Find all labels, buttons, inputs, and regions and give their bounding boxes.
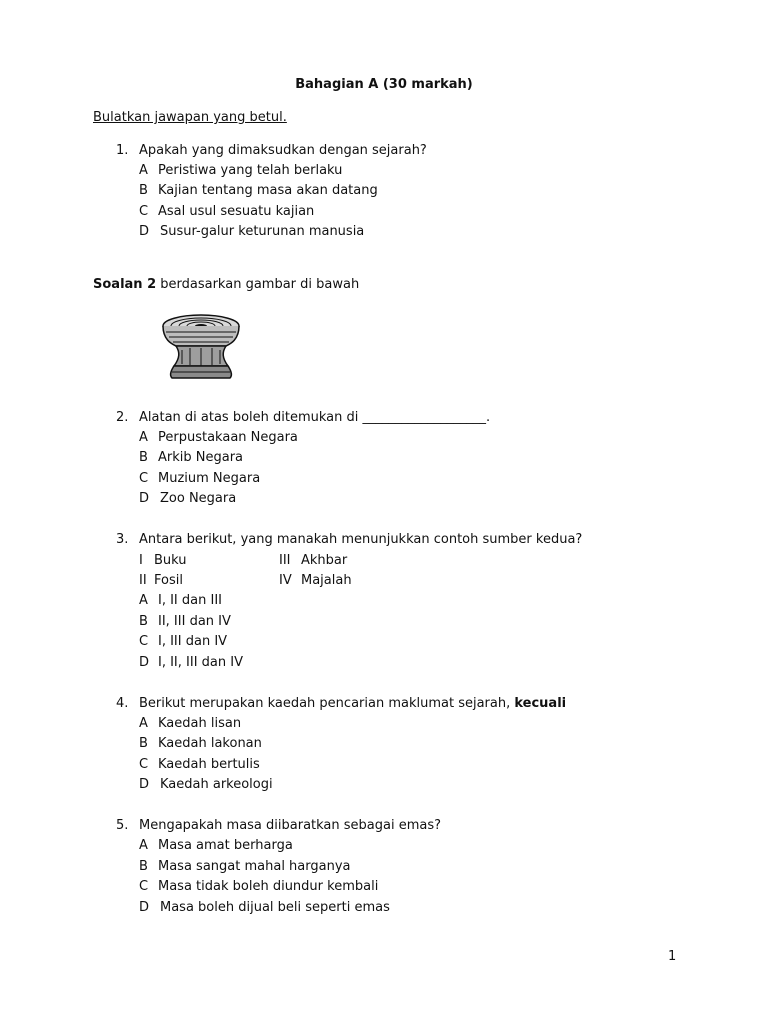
option-text[interactable]: Perpustakaan Negara [158, 430, 298, 445]
option-letter[interactable]: C [139, 204, 149, 219]
option-text[interactable]: Masa boleh dijual beli seperti emas [160, 900, 390, 915]
option-letter[interactable]: A [139, 838, 148, 853]
question-number: 4. [116, 696, 129, 711]
question-text: Mengapakah masa diibaratkan sebagai emas? [139, 818, 442, 833]
option-text[interactable]: Kajian tentang masa akan datang [158, 183, 378, 198]
option-text[interactable]: Kaedah arkeologi [160, 777, 273, 792]
option-text[interactable]: I, II, III dan IV [158, 655, 243, 670]
option-letter[interactable]: D [139, 655, 150, 670]
option-text[interactable]: Masa tidak boleh diundur kembali [158, 879, 379, 894]
option-text[interactable]: Asal usul sesuatu kajian [158, 204, 315, 219]
option-text[interactable]: Susur-galur keturunan manusia [160, 224, 365, 239]
item-text: Buku [154, 553, 187, 568]
option-letter[interactable]: A [139, 716, 148, 731]
page-number: 1 [668, 949, 677, 964]
option-text[interactable]: I, II dan III [158, 593, 222, 608]
question-number: 3. [116, 532, 129, 547]
question-number: 1. [116, 143, 129, 158]
question-number: 5. [116, 818, 129, 833]
option-letter[interactable]: B [139, 450, 148, 465]
question-text: Berikut merupakan kaedah pencarian maklumat sejarah, [139, 696, 515, 711]
option-letter[interactable]: A [139, 430, 148, 445]
option-text[interactable]: II, III dan IV [158, 614, 231, 629]
question-text: Alatan di atas boleh ditemukan di ___________________. [139, 410, 491, 425]
option-letter[interactable]: A [139, 593, 148, 608]
option-letter[interactable]: D [139, 777, 150, 792]
option-letter[interactable]: C [139, 471, 149, 486]
bronze-drum-icon [160, 312, 242, 382]
option-text[interactable]: Peristiwa yang telah berlaku [158, 163, 343, 178]
item-roman: IV [279, 573, 292, 588]
soalan-2-text: berdasarkan gambar di bawah [156, 277, 360, 292]
option-letter[interactable]: B [139, 183, 148, 198]
section-title: Bahagian A (30 markah) [295, 77, 473, 92]
instruction: Bulatkan jawapan yang betul. [93, 110, 287, 125]
question-text: Antara berikut, yang manakah menunjukkan contoh sumber kedua? [139, 532, 583, 547]
option-letter[interactable]: C [139, 879, 149, 894]
option-letter[interactable]: D [139, 491, 150, 506]
item-text: Majalah [301, 573, 352, 588]
option-letter[interactable]: B [139, 736, 148, 751]
question-text: Apakah yang dimaksudkan dengan sejarah? [139, 143, 427, 158]
soalan-2-intro [93, 277, 359, 293]
option-letter[interactable]: D [139, 224, 150, 239]
option-text[interactable]: I, III dan IV [158, 634, 228, 649]
option-text[interactable]: Kaedah lakonan [158, 736, 262, 751]
question-number: 2. [116, 410, 129, 425]
option-letter[interactable]: A [139, 163, 148, 178]
option-letter[interactable]: B [139, 614, 148, 629]
option-text[interactable]: Masa sangat mahal harganya [158, 859, 351, 874]
option-text[interactable]: Arkib Negara [158, 450, 244, 465]
option-letter[interactable]: D [139, 900, 150, 915]
option-letter[interactable]: C [139, 757, 149, 772]
question-emphasis: kecuali [514, 696, 567, 711]
question-text-line [139, 696, 566, 712]
option-text[interactable]: Masa amat berharga [158, 838, 293, 853]
option-letter[interactable]: C [139, 634, 149, 649]
item-text: Akhbar [301, 553, 348, 568]
soalan-2-label: Soalan 2 [93, 277, 157, 292]
item-roman: II [139, 573, 147, 588]
item-roman: I [139, 553, 143, 568]
option-text[interactable]: Muzium Negara [158, 471, 261, 486]
option-text[interactable]: Zoo Negara [160, 491, 237, 506]
option-letter[interactable]: B [139, 859, 148, 874]
item-roman: III [279, 553, 291, 568]
option-text[interactable]: Kaedah bertulis [158, 757, 260, 772]
option-text[interactable]: Kaedah lisan [158, 716, 242, 731]
item-text: Fosil [154, 573, 183, 588]
